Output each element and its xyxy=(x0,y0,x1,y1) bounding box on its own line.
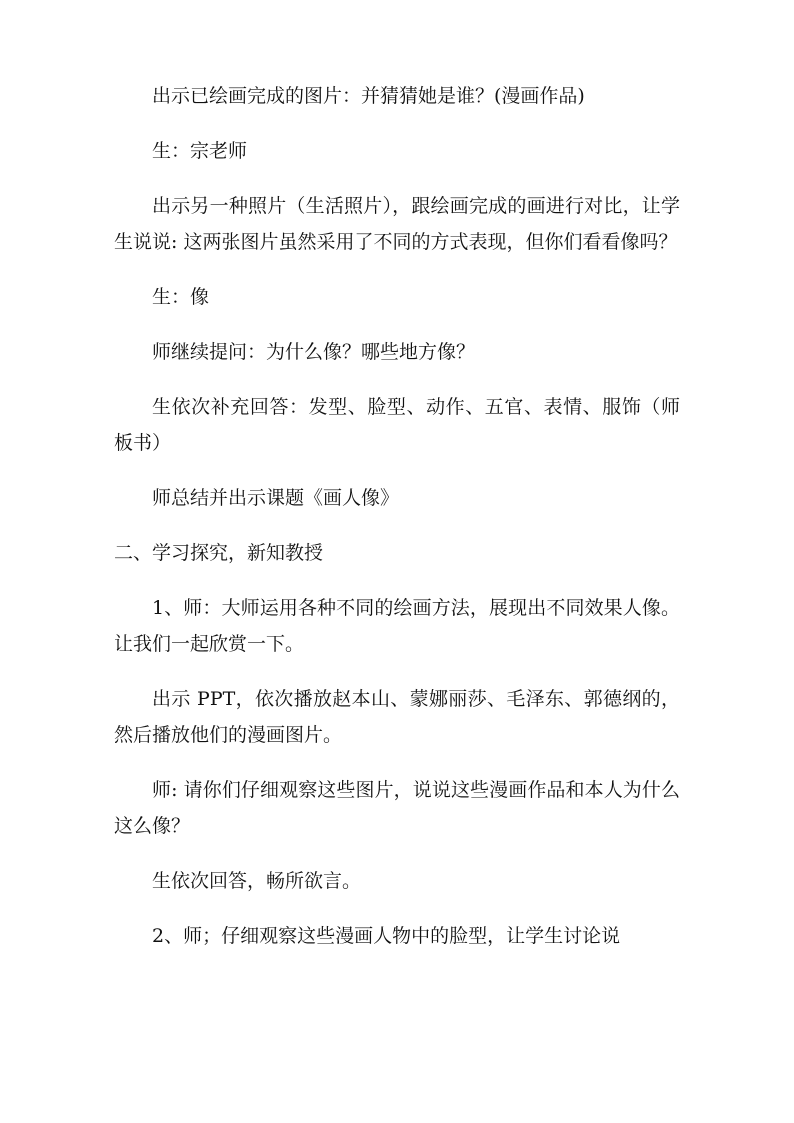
paragraph-12: 生依次回答，畅所欲言。 xyxy=(152,870,362,892)
section-heading: 二、学习探究，新知教授 xyxy=(114,542,324,564)
paragraph-2: 生：宗老师 xyxy=(152,140,248,162)
paragraph-11: 师: 请你们仔细观察这些图片，说说这些漫画作品和本人为什么这么像？ xyxy=(114,779,680,837)
paragraph-7: 师总结并出示课题《画人像》 xyxy=(152,487,400,509)
paragraph-9: 1、师：大师运用各种不同的绘画方法，展现出不同效果人像。让我们一起欣赏一下。 xyxy=(114,597,680,655)
paragraph-10: 出示 PPT，依次播放赵本山、蒙娜丽莎、毛泽东、郭德纲的，然后播放他们的漫画图片。 xyxy=(114,688,680,746)
paragraph-5: 师继续提问：为什么像？哪些地方像？ xyxy=(152,341,476,363)
paragraph-3: 出示另一种照片（生活照片），跟绘画完成的画进行对比，让学生说说: 这两张图片虽然采用了不同的方式表现，但你们看看像吗？ xyxy=(114,195,680,253)
paragraph-6: 生依次补充回答：发型、脸型、动作、五官、表情、服饰（师板书） xyxy=(114,396,680,454)
paragraph-4: 生：像 xyxy=(152,286,210,308)
paragraph-1: 出示已绘画完成的图片：并猜猜她是谁？(漫画作品) xyxy=(152,85,585,107)
document-body xyxy=(114,78,680,973)
paragraph-13: 2、师；仔细观察这些漫画人物中的脸型，让学生讨论说 xyxy=(152,925,621,947)
